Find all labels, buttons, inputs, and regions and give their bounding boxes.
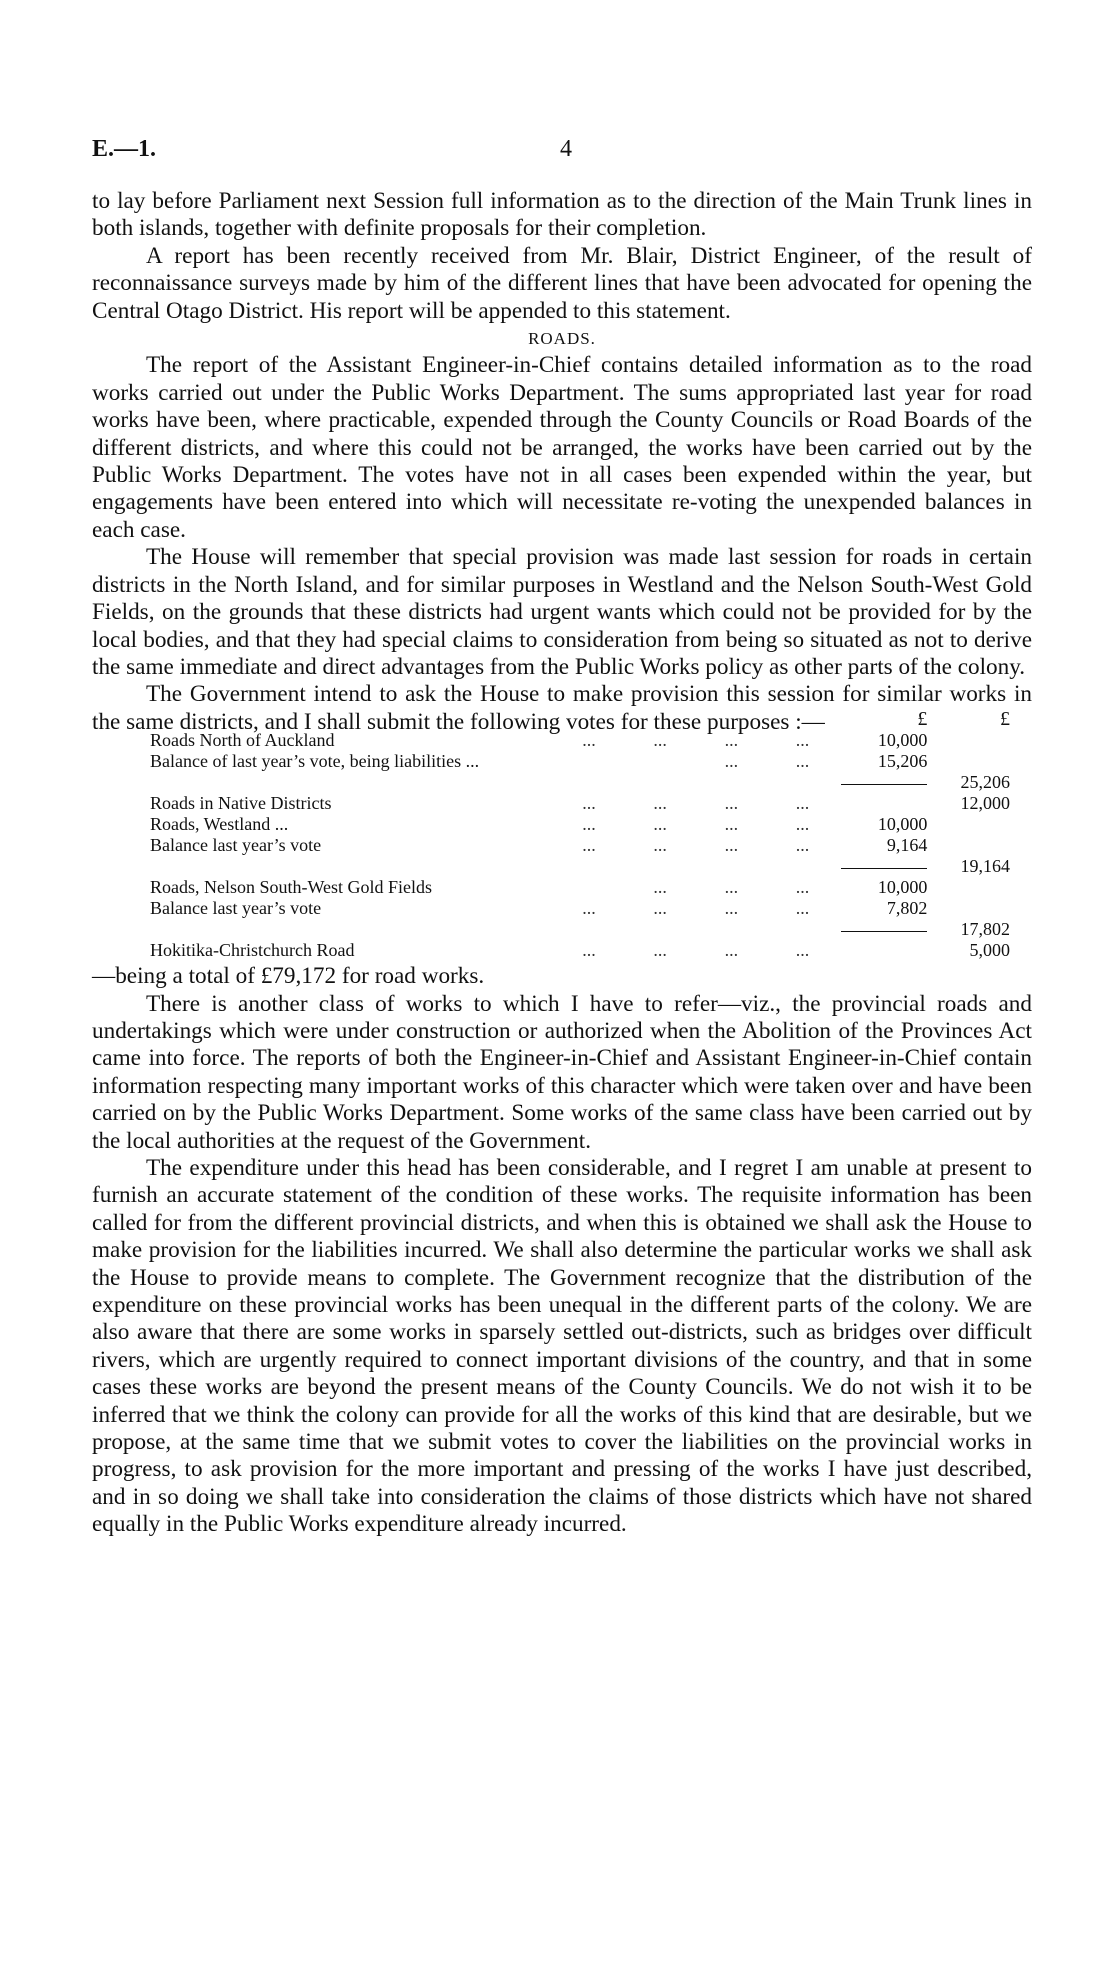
row-amount bbox=[838, 919, 927, 940]
row-total bbox=[927, 730, 1010, 751]
row-label: Roads in Native Districts bbox=[150, 793, 332, 814]
paragraph: The House will remember that special provision was made last session for roads in certain districts in the North Island, and for similar purposes in Westland and the Nelson South-West Gold Fields, on the grounds that these districts had urgent wants which could not be provided for by the local bodies, and that they had special claims to consideration from being so situated as not to derive the same immediate and direct advantages from the Public Works policy as other parts of the colony. bbox=[92, 544, 1032, 680]
leader-dots bbox=[553, 751, 624, 772]
leader-dots: ... bbox=[795, 877, 810, 898]
paragraph: The report of the Assistant Engineer-in-Chief contains detailed information as to the road works carried out under the Public Works Department. The sums appropriated last year for road works have been, where practicable, expended through the County Councils or Road Boards of the different districts, and where this could not be arranged, the works have been carried out by the Public Works Department. The votes have not in all cases been expended within the year, but engagements have been entered into which will necessitate re-voting the unexpended balances in each case. bbox=[92, 352, 1032, 543]
row-total: 5,000 bbox=[969, 940, 1010, 961]
row-total bbox=[927, 835, 1010, 856]
leader-dots bbox=[553, 772, 624, 793]
leader-dots: ... bbox=[582, 835, 596, 856]
leader-dots: ... bbox=[795, 940, 810, 961]
row-amount: 7,802 bbox=[886, 898, 928, 919]
row-label bbox=[150, 772, 553, 793]
leader-dots: ... bbox=[582, 898, 596, 919]
leader-dots bbox=[696, 856, 767, 877]
subtotal-rule bbox=[841, 931, 927, 932]
row-total: 12,000 bbox=[960, 793, 1010, 814]
leader-dots bbox=[696, 772, 767, 793]
page-number: 4 bbox=[560, 136, 572, 162]
document-code: E.—1. bbox=[92, 136, 157, 162]
leader-dots: ... bbox=[582, 730, 596, 751]
leader-dots: ... bbox=[582, 793, 596, 814]
row-total bbox=[927, 898, 1010, 919]
table-row bbox=[150, 793, 1010, 814]
row-label: Balance last year’s vote bbox=[150, 898, 322, 919]
row-label: Balance last year’s vote bbox=[150, 835, 322, 856]
leader-dots: ... bbox=[724, 898, 739, 919]
leader-dots: ... bbox=[653, 877, 667, 898]
table-row bbox=[150, 877, 1010, 898]
subtotal-rule bbox=[841, 784, 927, 785]
row-amount bbox=[838, 940, 927, 961]
paragraph: The Government intend to ask the House to make provision this session for similar works in the same districts, and I shall submit the following votes for these purposes :— bbox=[92, 681, 1032, 735]
row-label: Roads, Westland ... bbox=[150, 814, 289, 835]
leader-dots bbox=[625, 856, 696, 877]
row-amount: 10,000 bbox=[877, 730, 928, 751]
table-row bbox=[150, 835, 1010, 856]
page-header bbox=[92, 136, 1032, 166]
leader-dots bbox=[625, 772, 696, 793]
row-amount bbox=[838, 856, 927, 877]
leader-dots: ... bbox=[724, 793, 739, 814]
row-amount: 10,000 bbox=[877, 877, 928, 898]
table-row bbox=[150, 751, 1010, 772]
row-label bbox=[150, 856, 553, 877]
row-label: Roads North of Auckland bbox=[150, 730, 335, 751]
paragraph: to lay before Parliament next Session full information as to the direction of the Main Trunk lines in both islands, together with definite proposals for their completion. bbox=[92, 188, 1032, 242]
row-total bbox=[927, 877, 1010, 898]
leader-dots: ... bbox=[795, 751, 810, 772]
leader-dots bbox=[625, 751, 696, 772]
leader-dots: ... bbox=[653, 814, 667, 835]
leader-dots bbox=[553, 856, 624, 877]
leader-dots: ... bbox=[582, 814, 596, 835]
table-row bbox=[150, 772, 1010, 793]
leader-dots: ... bbox=[653, 940, 667, 961]
leader-dots bbox=[553, 919, 624, 940]
row-total bbox=[927, 814, 1010, 835]
leader-dots: ... bbox=[795, 835, 810, 856]
paragraph: A report has been recently received from Mr. Blair, District Engineer, of the result of reconnaissance surveys made by him of the different lines that have been advocated for opening the Central Otago District. His report will be appended to this statement. bbox=[92, 242, 1032, 324]
table-row bbox=[150, 919, 1010, 940]
leader-dots: ... bbox=[724, 835, 739, 856]
leader-dots: ... bbox=[795, 793, 810, 814]
row-total: 19,164 bbox=[960, 856, 1010, 877]
leader-dots bbox=[553, 877, 624, 898]
leader-dots: ... bbox=[724, 940, 739, 961]
leader-dots bbox=[625, 919, 696, 940]
row-total: 25,206 bbox=[960, 772, 1010, 793]
leader-dots: ... bbox=[653, 898, 667, 919]
row-total: 17,802 bbox=[960, 919, 1010, 940]
table-row bbox=[150, 856, 1010, 877]
leader-dots: ... bbox=[724, 730, 739, 751]
leader-dots: ... bbox=[795, 898, 810, 919]
leader-dots: ... bbox=[653, 835, 667, 856]
paragraph: There is another class of works to which I have to refer—viz., the provincial roads and undertakings which were under construction or authorized when the Abolition of the Provinces Act came into force. The reports of both the Engineer-in-Chief and Assistant Engineer-in-Chief contain information respecting many important works of this character which were taken over and have been carried on by the Public Works Department. Some works of the same class have been carried out by the local authorities at the request of the Government. bbox=[92, 990, 1032, 1154]
row-label: Hokitika-Christchurch Road bbox=[150, 940, 355, 961]
row-amount: 9,164 bbox=[886, 835, 928, 856]
leader-dots: ... bbox=[653, 793, 667, 814]
leader-dots bbox=[767, 919, 838, 940]
row-amount: 15,206 bbox=[877, 751, 928, 772]
leader-dots: ... bbox=[582, 940, 596, 961]
row-amount: 10,000 bbox=[877, 814, 928, 835]
leader-dots: ... bbox=[724, 814, 739, 835]
row-amount bbox=[838, 772, 927, 793]
row-amount bbox=[838, 793, 927, 814]
currency-header: £ bbox=[1000, 708, 1010, 731]
table-row bbox=[150, 898, 1010, 919]
row-total bbox=[927, 751, 1010, 772]
page-body bbox=[92, 188, 1032, 1539]
leader-dots: ... bbox=[795, 814, 810, 835]
row-label bbox=[150, 919, 553, 940]
leader-dots: ... bbox=[795, 730, 810, 751]
row-label: Roads, Nelson South-West Gold Fields bbox=[150, 877, 433, 898]
leader-dots: ... bbox=[653, 730, 667, 751]
leader-dots: ... bbox=[724, 751, 739, 772]
section-heading: ROADS. bbox=[528, 329, 596, 349]
leader-dots bbox=[767, 772, 838, 793]
subtotal-rule bbox=[841, 868, 927, 869]
votes-table-body bbox=[150, 730, 1010, 961]
paragraph: The expenditure under this head has been considerable, and I regret I am unable at present to furnish an accurate statement of the condition of these works. The requisite information has been called for from the different provincial districts, and when this is obtained we shall ask the House to make provision for the liabilities incurred. We shall also determine the particular works we shall ask the House to provide means to complete. The Government recognize that the distribution of the expenditure on these provincial works has been unequal in the different parts of the colony. We are also aware that there are some works in sparsely settled out-districts, such as bridges over difficult rivers, which are urgently required to connect important divisions of the country, and that in some cases these works are beyond the present means of the County Councils. We do not wish it to be inferred that we think the colony can provide for all the works of this kind that are desirable, but we propose, at the same time that we submit votes to cover the liabilities on the provincial works in progress, to ask provision for the more important and pressing of the works I have just described, and in so doing we shall take into consideration the claims of those districts which have not shared equally in the Public Works expenditure already incurred. bbox=[92, 1154, 1032, 1538]
votes-table bbox=[150, 709, 1010, 961]
leader-dots bbox=[767, 856, 838, 877]
row-label: Balance of last year’s vote, being liabilities ... bbox=[150, 751, 480, 772]
leader-dots: ... bbox=[724, 877, 739, 898]
table-row bbox=[150, 814, 1010, 835]
leader-dots bbox=[696, 919, 767, 940]
table-row bbox=[150, 940, 1010, 961]
total-line: —being a total of £79,172 for road works. bbox=[92, 963, 485, 990]
currency-header: £ bbox=[917, 708, 928, 731]
